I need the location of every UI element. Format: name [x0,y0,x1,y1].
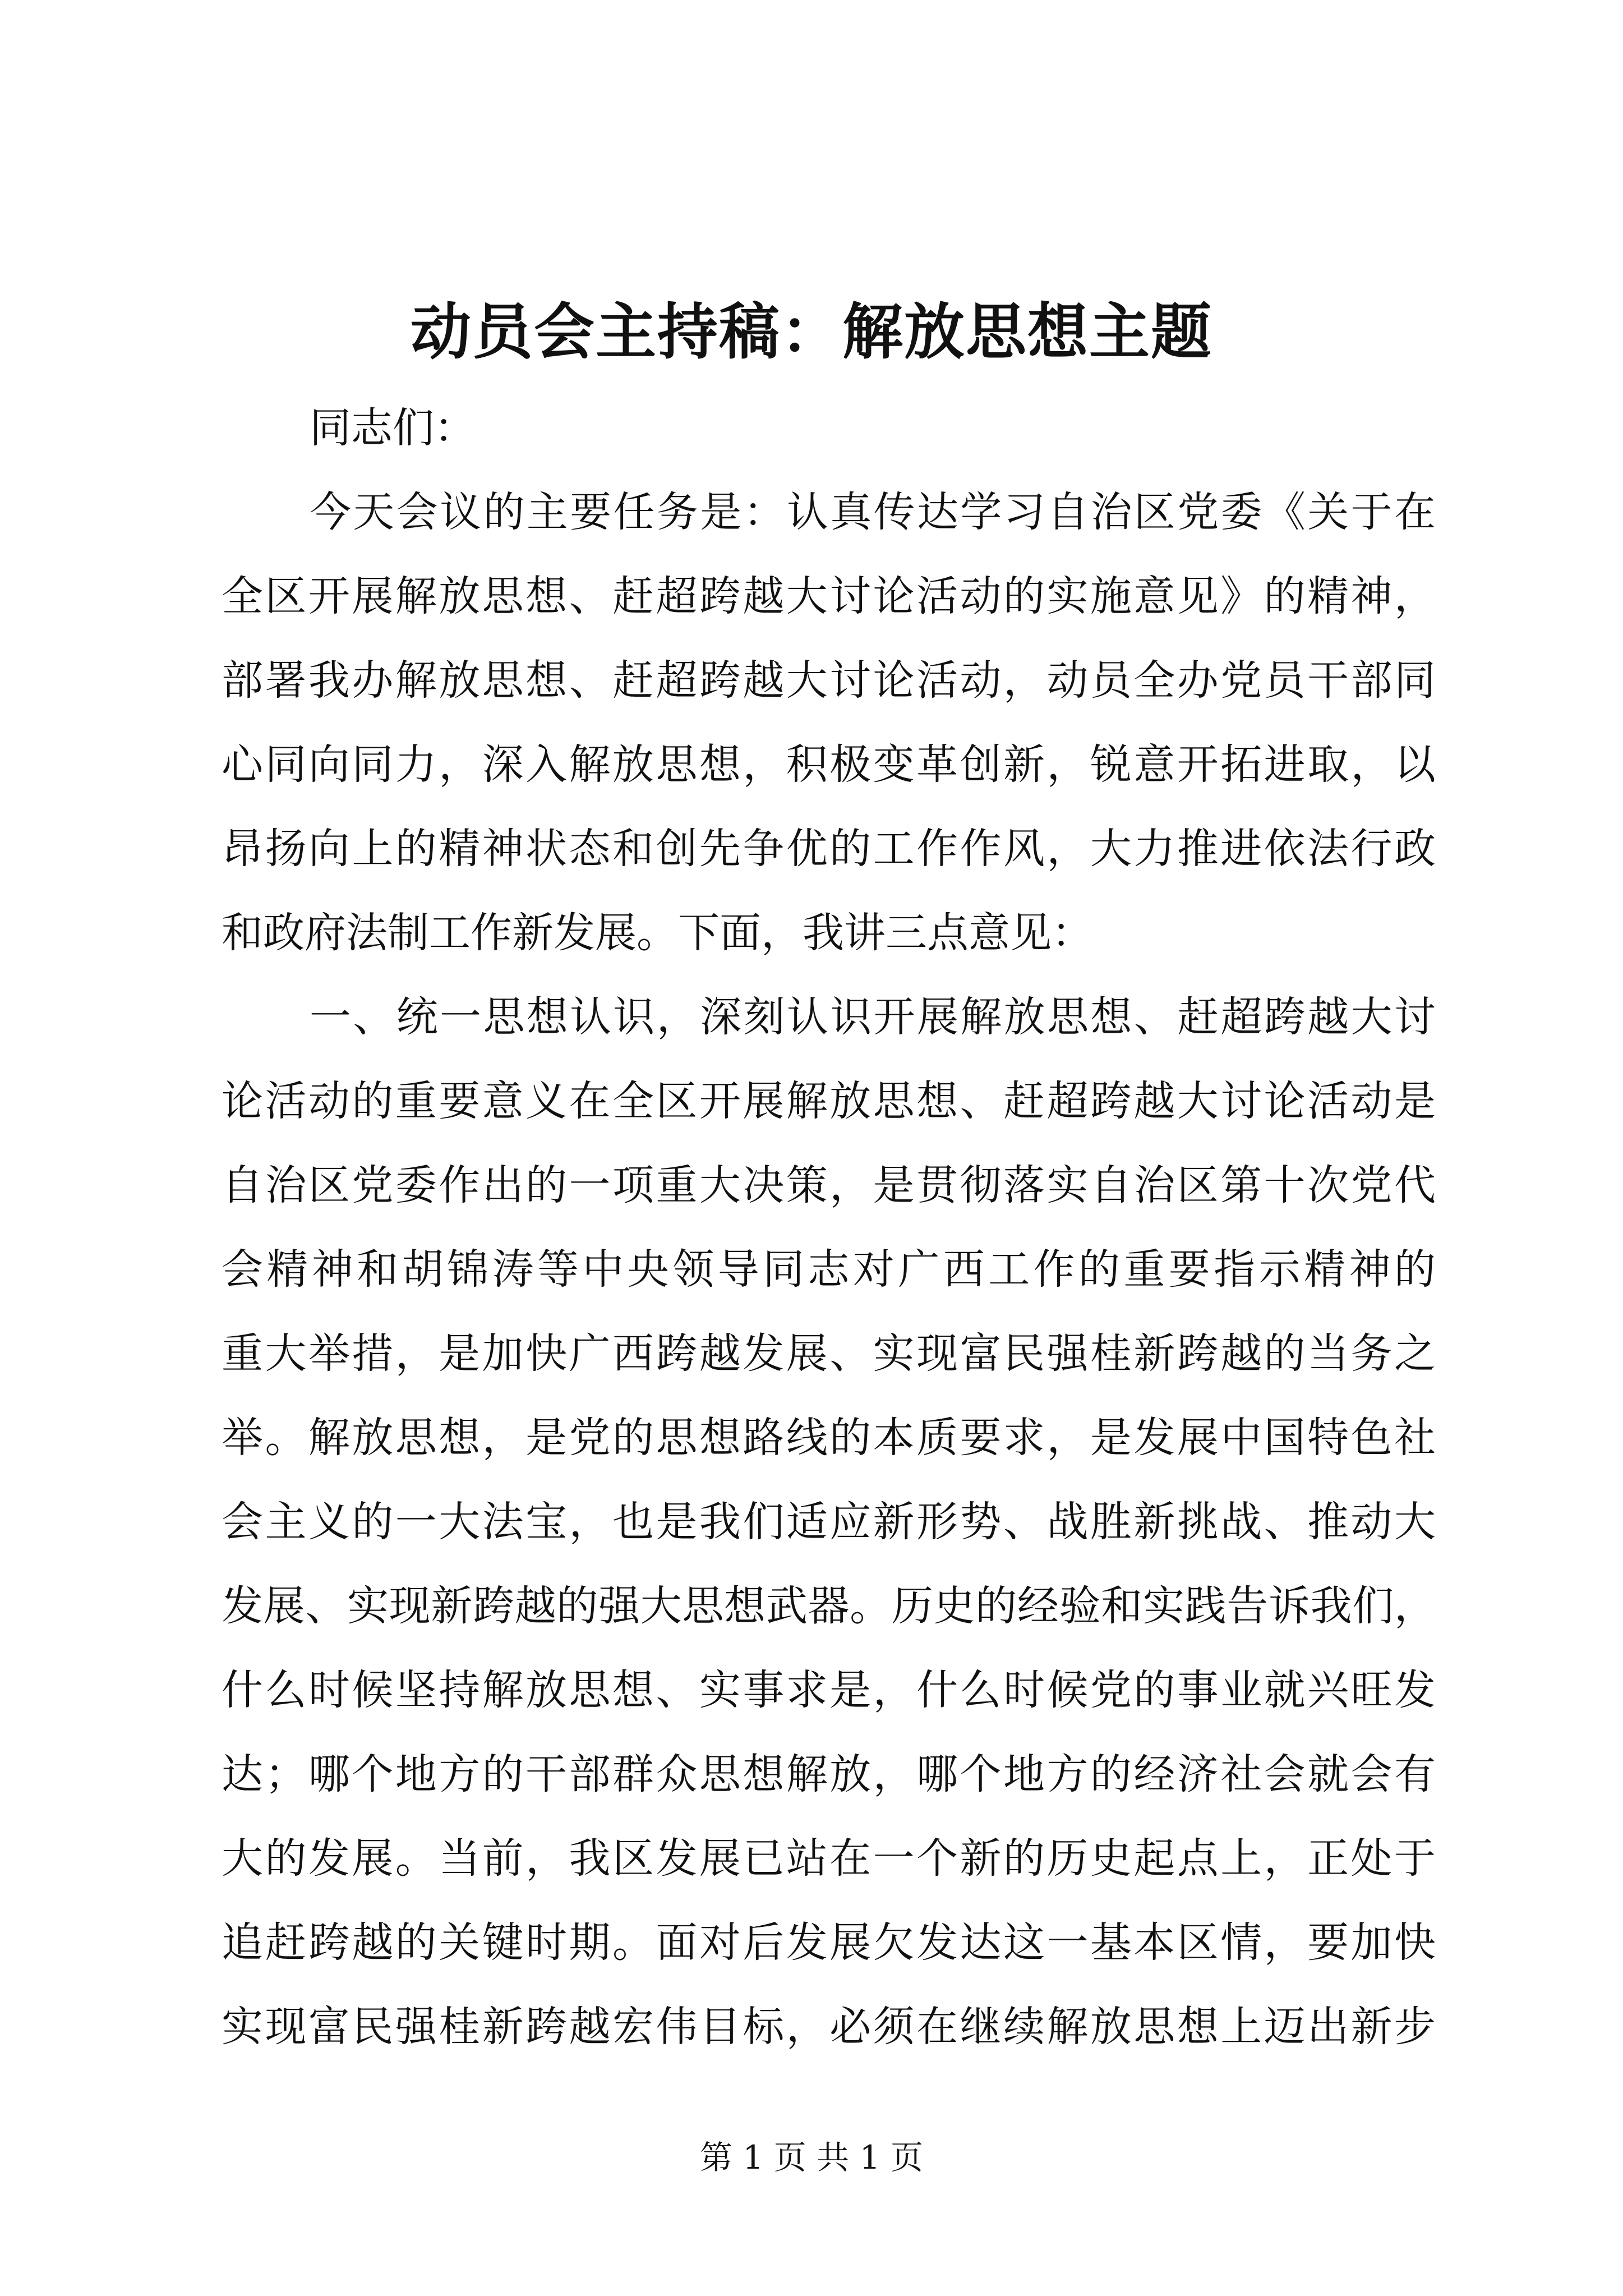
text-line: 部署我办解放思想、赶超跨越大讨论活动，动员全办党员干部同 [222,656,1436,705]
text-line: 实现富民强桂新跨越宏伟目标，必须在继续解放思想上迈出新步 [222,2003,1436,2051]
paragraph-salutation [222,386,1436,470]
paragraph-meeting-tasks [222,470,1436,975]
text-line: 自治区党委作出的一项重大决策，是贯彻落实自治区第十次党代 [222,1161,1436,1209]
text-line: 同志们： [310,404,476,452]
text-line: 会精神和胡锦涛等中央领导同志对广西工作的重要指示精神的 [222,1245,1436,1294]
document-title: 动员会主持稿：解放思想主题 [410,297,1212,367]
text-line: 重大举措，是加快广西跨越发展、实现富民强桂新跨越的当务之 [222,1329,1436,1378]
paragraph-section-one [222,975,1436,2069]
text-line: 举。解放思想，是党的思想路线的本质要求，是发展中国特色社 [222,1414,1436,1462]
text-line: 会主义的一大法宝，也是我们适应新形势、战胜新挑战、推动大 [222,1498,1436,1546]
text-line: 一、统一思想认识，深刻认识开展解放思想、赶超跨越大讨 [310,993,1436,1041]
text-line: 大的发展。当前，我区发展已站在一个新的历史起点上，正处于 [222,1834,1436,1883]
text-line: 和政府法制工作新发展。下面，我讲三点意见： [222,909,1093,957]
text-line: 发展、实现新跨越的强大思想武器。历史的经验和实践告诉我们， [222,1582,1436,1630]
text-line: 心同向同力，深入解放思想，积极变革创新，锐意开拓进取，以 [222,740,1436,789]
text-line: 今天会议的主要任务是：认真传达学习自治区党委《关于在 [310,488,1436,536]
text-line: 全区开展解放思想、赶超跨越大讨论活动的实施意见》的精神， [222,572,1436,620]
page-footer: 第 1 页 共 1 页 [700,2138,923,2177]
document-body [222,386,1436,2069]
text-line: 达；哪个地方的干部群众思想解放，哪个地方的经济社会就会有 [222,1750,1436,1798]
text-line: 论活动的重要意义在全区开展解放思想、赶超跨越大讨论活动是 [222,1077,1436,1125]
text-line: 什么时候坚持解放思想、实事求是，什么时候党的事业就兴旺发 [222,1666,1436,1714]
text-line: 昂扬向上的精神状态和创先争优的工作作风，大力推进依法行政 [222,825,1436,873]
text-line: 追赶跨越的关键时期。面对后发展欠发达这一基本区情，要加快 [222,1918,1436,1967]
